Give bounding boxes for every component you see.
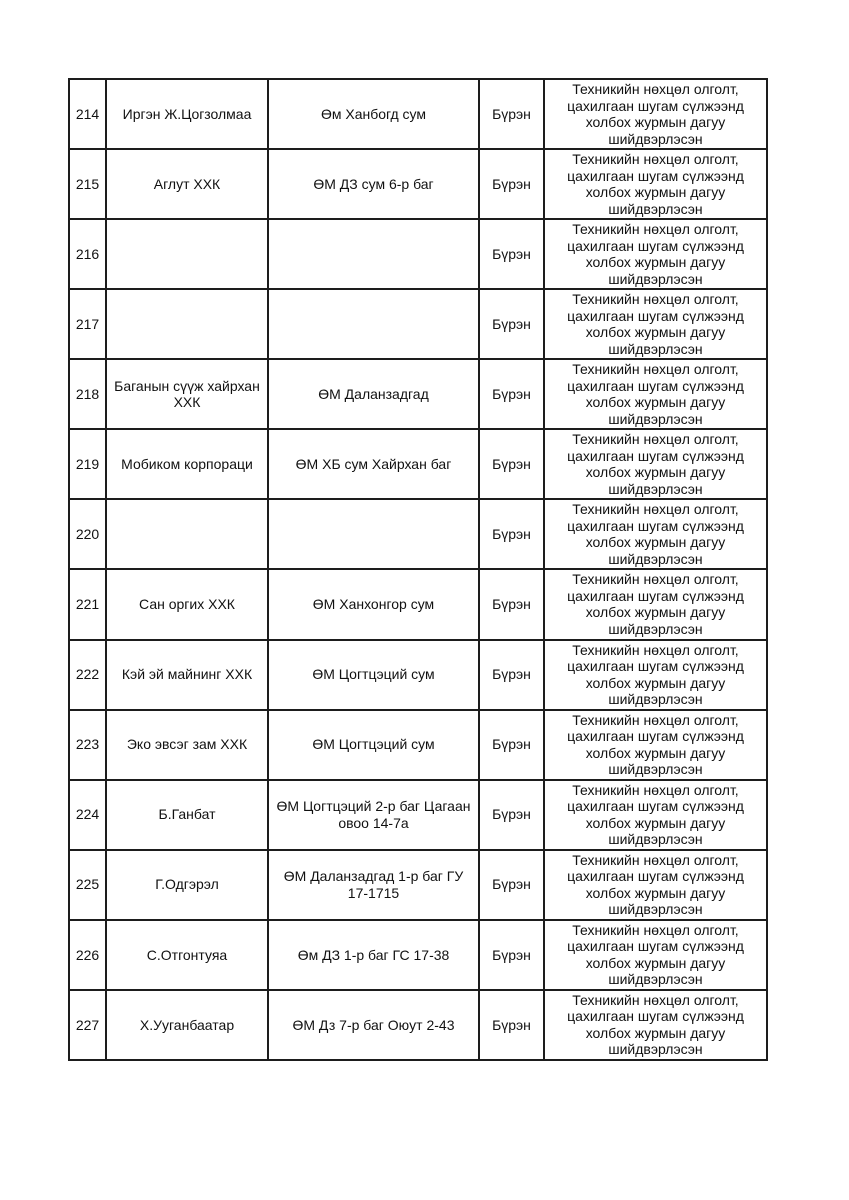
row-number-cell: 214: [69, 79, 106, 149]
status-cell: Бүрэн: [479, 219, 544, 289]
location-cell: ӨМ Цогтцэций 2-р баг Цагаан овоо 14-7а: [268, 780, 479, 850]
applicant-name-cell: Б.Ганбат: [106, 780, 268, 850]
row-number-cell: 218: [69, 359, 106, 429]
resolution-cell: Техникийн нөхцөл олголт, цахилгаан шугам сүлжээнд холбох журмын дагуу шийдвэрлэсэн: [544, 149, 767, 219]
status-cell: Бүрэн: [479, 710, 544, 780]
resolution-cell: Техникийн нөхцөл олголт, цахилгаан шугам сүлжээнд холбох журмын дагуу шийдвэрлэсэн: [544, 640, 767, 710]
status-cell: Бүрэн: [479, 780, 544, 850]
status-cell: Бүрэн: [479, 920, 544, 990]
status-cell: Бүрэн: [479, 640, 544, 710]
location-cell: ӨМ Дз 7-р баг Оюут 2-43: [268, 990, 479, 1060]
table-row: [69, 850, 767, 920]
table-row: [69, 149, 767, 219]
location-cell: ӨМ ДЗ сум 6-р баг: [268, 149, 479, 219]
table-row: [69, 569, 767, 639]
status-cell: Бүрэн: [479, 359, 544, 429]
applicant-name-cell: Аглут ХХК: [106, 149, 268, 219]
row-number-cell: 220: [69, 499, 106, 569]
location-cell: Өм Ханбогд сум: [268, 79, 479, 149]
row-number-cell: 224: [69, 780, 106, 850]
status-cell: Бүрэн: [479, 499, 544, 569]
table-row: [69, 640, 767, 710]
row-number-cell: 223: [69, 710, 106, 780]
resolution-cell: Техникийн нөхцөл олголт, цахилгаан шугам сүлжээнд холбох журмын дагуу шийдвэрлэсэн: [544, 710, 767, 780]
table-row: [69, 429, 767, 499]
row-number-cell: 222: [69, 640, 106, 710]
applicant-name-cell: Мобиком корпораци: [106, 429, 268, 499]
resolution-cell: Техникийн нөхцөл олголт, цахилгаан шугам сүлжээнд холбох журмын дагуу шийдвэрлэсэн: [544, 850, 767, 920]
resolution-cell: Техникийн нөхцөл олголт, цахилгаан шугам сүлжээнд холбох журмын дагуу шийдвэрлэсэн: [544, 219, 767, 289]
status-cell: Бүрэн: [479, 569, 544, 639]
status-cell: Бүрэн: [479, 990, 544, 1060]
table-row: [69, 499, 767, 569]
table-row: [69, 920, 767, 990]
applicant-name-cell: [106, 219, 268, 289]
location-cell: ӨМ Цогтцэций сум: [268, 640, 479, 710]
status-cell: Бүрэн: [479, 289, 544, 359]
resolution-cell: Техникийн нөхцөл олголт, цахилгаан шугам сүлжээнд холбох журмын дагуу шийдвэрлэсэн: [544, 920, 767, 990]
table-row: [69, 219, 767, 289]
resolution-cell: Техникийн нөхцөл олголт, цахилгаан шугам сүлжээнд холбох журмын дагуу шийдвэрлэсэн: [544, 79, 767, 149]
applicant-name-cell: [106, 289, 268, 359]
location-cell: ӨМ ХБ сум Хайрхан баг: [268, 429, 479, 499]
applicant-name-cell: [106, 499, 268, 569]
table-body: [69, 79, 767, 1060]
permits-table: [68, 78, 768, 1061]
location-cell: Өм ДЗ 1-р баг ГС 17-38: [268, 920, 479, 990]
status-cell: Бүрэн: [479, 79, 544, 149]
location-cell: ӨМ Даланзадгад 1-р баг ГУ 17-1715: [268, 850, 479, 920]
resolution-cell: Техникийн нөхцөл олголт, цахилгаан шугам сүлжээнд холбох журмын дагуу шийдвэрлэсэн: [544, 780, 767, 850]
applicant-name-cell: Сан оргих ХХК: [106, 569, 268, 639]
location-cell: ӨМ Ханхонгор сум: [268, 569, 479, 639]
location-cell: [268, 289, 479, 359]
resolution-cell: Техникийн нөхцөл олголт, цахилгаан шугам сүлжээнд холбох журмын дагуу шийдвэрлэсэн: [544, 359, 767, 429]
row-number-cell: 226: [69, 920, 106, 990]
status-cell: Бүрэн: [479, 429, 544, 499]
resolution-cell: Техникийн нөхцөл олголт, цахилгаан шугам сүлжээнд холбох журмын дагуу шийдвэрлэсэн: [544, 499, 767, 569]
resolution-cell: Техникийн нөхцөл олголт, цахилгаан шугам сүлжээнд холбох журмын дагуу шийдвэрлэсэн: [544, 289, 767, 359]
location-cell: ӨМ Цогтцэций сум: [268, 710, 479, 780]
resolution-cell: Техникийн нөхцөл олголт, цахилгаан шугам сүлжээнд холбох журмын дагуу шийдвэрлэсэн: [544, 990, 767, 1060]
location-cell: [268, 219, 479, 289]
applicant-name-cell: Кэй эй майнинг ХХК: [106, 640, 268, 710]
table-row: [69, 289, 767, 359]
resolution-cell: Техникийн нөхцөл олголт, цахилгаан шугам сүлжээнд холбох журмын дагуу шийдвэрлэсэн: [544, 569, 767, 639]
applicant-name-cell: Х.Ууганбаатар: [106, 990, 268, 1060]
row-number-cell: 219: [69, 429, 106, 499]
location-cell: ӨМ Даланзадгад: [268, 359, 479, 429]
row-number-cell: 225: [69, 850, 106, 920]
row-number-cell: 221: [69, 569, 106, 639]
table-row: [69, 780, 767, 850]
applicant-name-cell: С.Отгонтуяа: [106, 920, 268, 990]
status-cell: Бүрэн: [479, 149, 544, 219]
applicant-name-cell: Баганын сүүж хайрхан ХХК: [106, 359, 268, 429]
row-number-cell: 227: [69, 990, 106, 1060]
applicant-name-cell: Г.Одгэрэл: [106, 850, 268, 920]
table-row: [69, 359, 767, 429]
row-number-cell: 215: [69, 149, 106, 219]
location-cell: [268, 499, 479, 569]
row-number-cell: 216: [69, 219, 106, 289]
resolution-cell: Техникийн нөхцөл олголт, цахилгаан шугам сүлжээнд холбох журмын дагуу шийдвэрлэсэн: [544, 429, 767, 499]
row-number-cell: 217: [69, 289, 106, 359]
status-cell: Бүрэн: [479, 850, 544, 920]
applicant-name-cell: Эко эвсэг зам ХХК: [106, 710, 268, 780]
table-row: [69, 79, 767, 149]
table-row: [69, 990, 767, 1060]
table-row: [69, 710, 767, 780]
applicant-name-cell: Иргэн Ж.Цогзолмаа: [106, 79, 268, 149]
